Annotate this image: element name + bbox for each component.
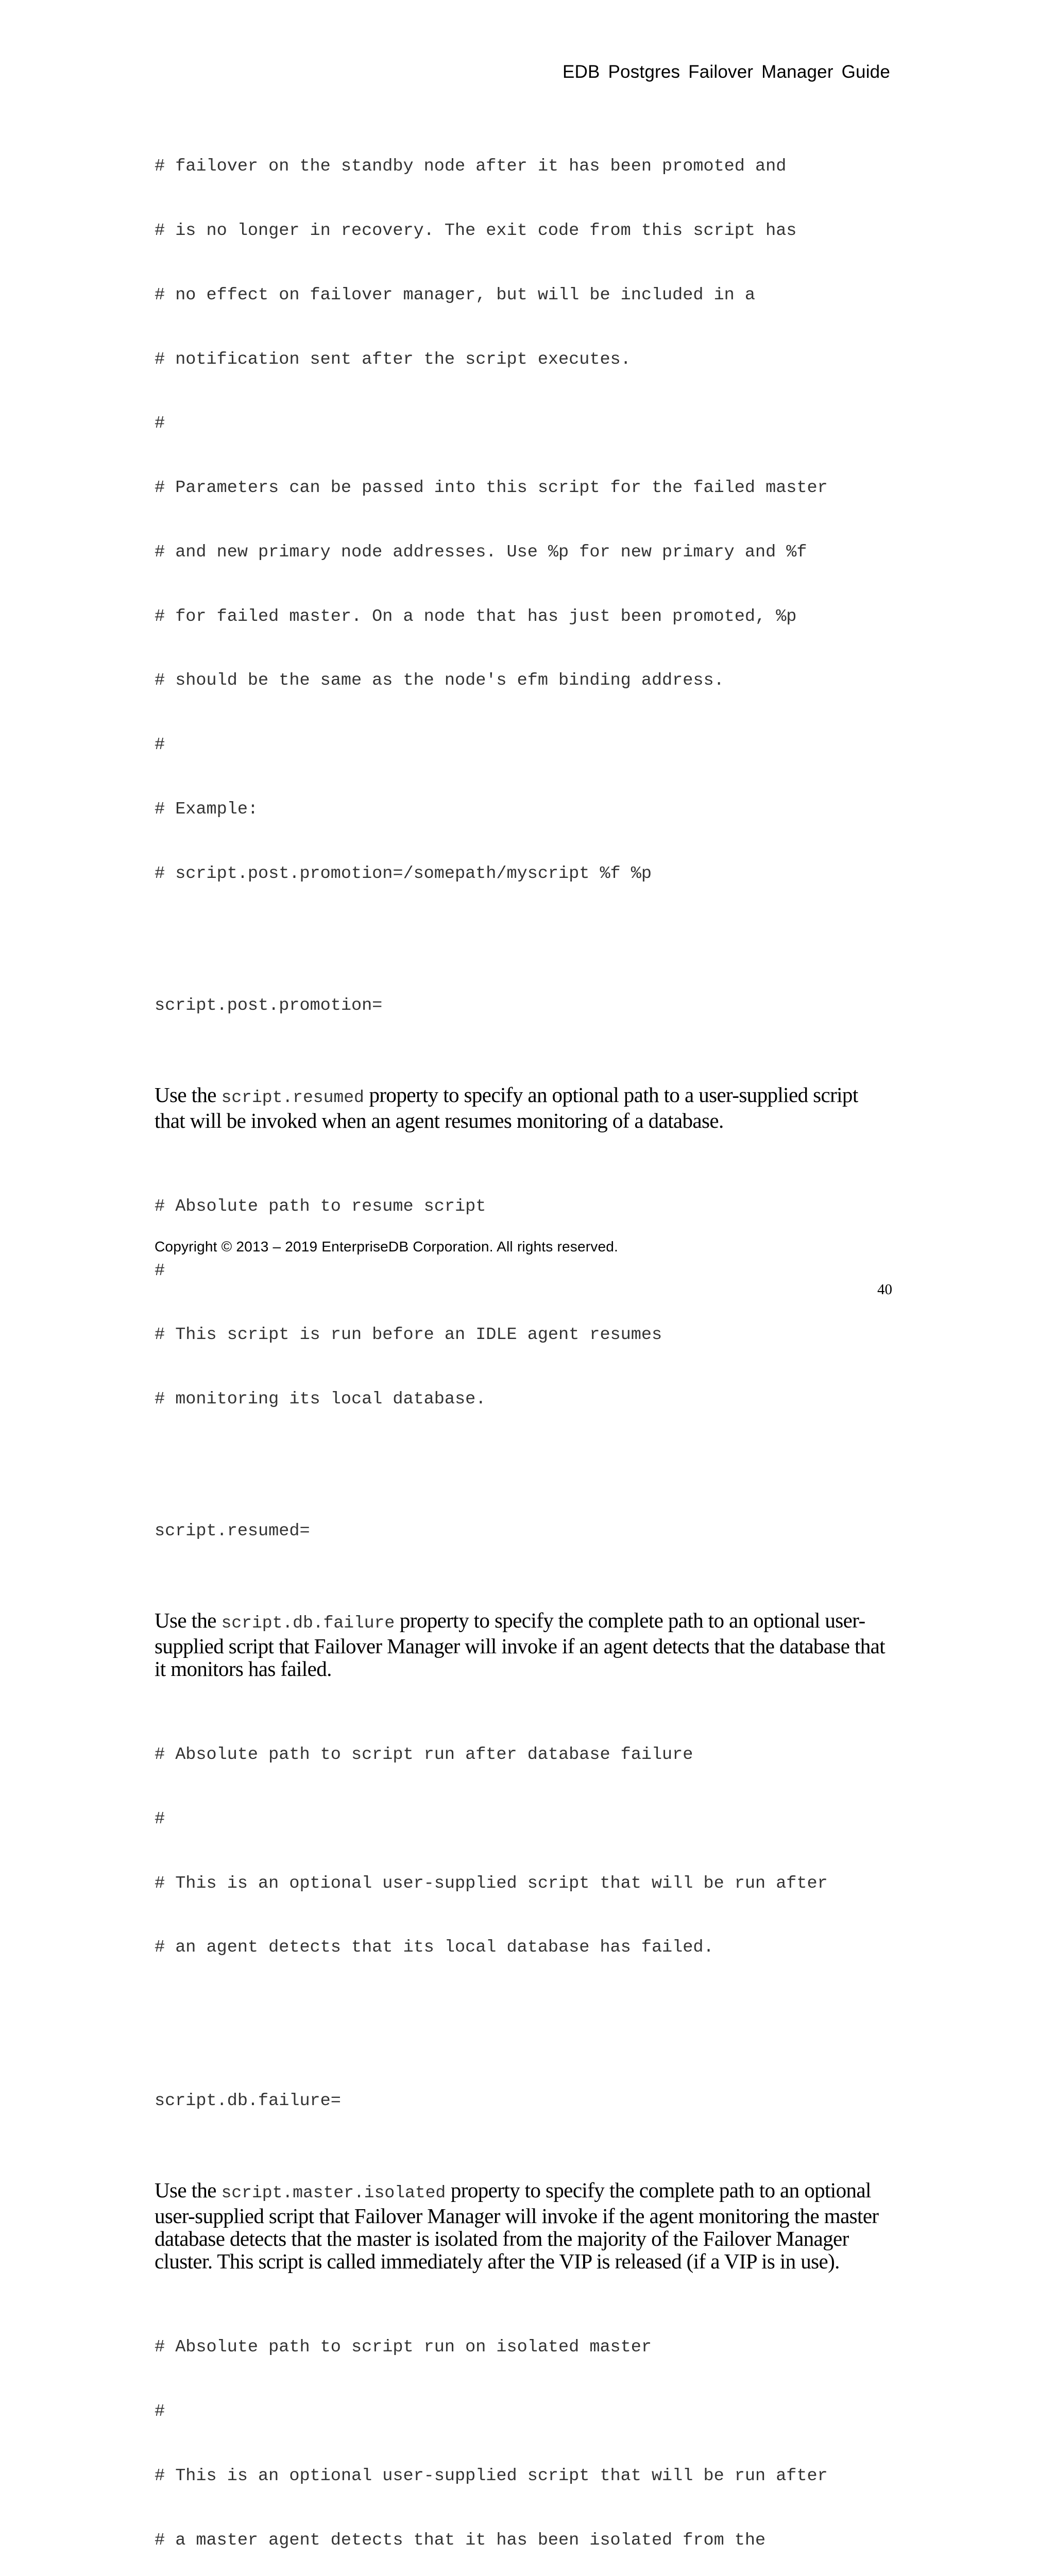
- code-line: # notification sent after the script executes.: [155, 349, 631, 369]
- paragraph-text: database detects that the master is isolated from the majority of the Failover Manager: [155, 2227, 849, 2251]
- code-line: #: [155, 1261, 165, 1281]
- paragraph-text: supplied script that Failover Manager will invoke if an agent detects that the database that: [155, 1634, 886, 1658]
- code-line: # script.post.promotion=/somepath/myscript %f %p: [155, 863, 652, 884]
- code-line: # and new primary node addresses. Use %p for new primary and %f: [155, 542, 807, 562]
- code-block-post-promotion-comments: [155, 113, 896, 928]
- code-line: # a master agent detects that it has been isolated from the: [155, 2530, 766, 2550]
- code-line: # Absolute path to resume script: [155, 1196, 486, 1216]
- code-block-resume-comments: [155, 1154, 896, 1453]
- inline-code: script.db.failure: [221, 1613, 395, 1633]
- paragraph-text: property to specify the complete path to an optional: [446, 2178, 871, 2202]
- code-db-failure-property: [155, 2048, 896, 2155]
- paragraph-text: property to specify an optional path to a user-supplied script: [364, 1082, 858, 1107]
- paragraph-text: it monitors has failed.: [155, 1656, 332, 1681]
- paragraph-text: Use the: [155, 1082, 222, 1107]
- code-line: #: [155, 414, 165, 434]
- inline-code: script.resumed: [221, 1088, 364, 1107]
- inline-code: script.master.isolated: [221, 2183, 446, 2203]
- code-line: #: [155, 1809, 165, 1829]
- code-line: script.resumed=: [155, 1521, 310, 1541]
- copyright-footer: Copyright © 2013 – 2019 EnterpriseDB Corporation. All rights reserved.: [155, 1239, 618, 1255]
- paragraph-text: Use the: [155, 2178, 222, 2202]
- running-header: EDB Postgres Failover Manager Guide: [563, 62, 890, 82]
- code-line: # This is an optional user-supplied script that will be run after: [155, 2466, 828, 2486]
- code-line: script.db.failure=: [155, 2091, 341, 2111]
- paragraph-script-resumed: [155, 1083, 896, 1132]
- paragraph-text: Use the: [155, 1608, 222, 1632]
- paragraph-text: that will be invoked when an agent resumes monitoring of a database.: [155, 1108, 724, 1132]
- page-number: 40: [877, 1281, 892, 1298]
- code-line: # Parameters can be passed into this script for the failed master: [155, 478, 828, 498]
- code-line: # should be the same as the node's efm binding address.: [155, 671, 724, 691]
- paragraph-script-db-failure: [155, 1609, 896, 1680]
- code-line: # an agent detects that its local database has failed.: [155, 1938, 714, 1958]
- code-line: script.post.promotion=: [155, 995, 383, 1015]
- code-block-isolated-comments: [155, 2294, 896, 2576]
- code-line: # Absolute path to script run on isolated master: [155, 2337, 652, 2358]
- code-line: # Absolute path to script run after database failure: [155, 1745, 693, 1765]
- code-line: # Example:: [155, 800, 259, 819]
- code-line: # failover on the standby node after it has been promoted and: [155, 157, 787, 177]
- paragraph-text: property to specify the complete path to an optional user-: [395, 1608, 865, 1632]
- paragraph-script-master-isolated: [155, 2179, 896, 2273]
- code-line: # This is an optional user-supplied script that will be run after: [155, 1873, 828, 1893]
- code-line: #: [155, 735, 165, 755]
- code-line: # for failed master. On a node that has just been promoted, %p: [155, 606, 797, 626]
- page-content: [155, 113, 896, 2576]
- code-line: # monitoring its local database.: [155, 1389, 486, 1410]
- code-line: # This script is run before an IDLE agent resumes: [155, 1325, 662, 1345]
- paragraph-text: user-supplied script that Failover Manager will invoke if the agent monitoring the master: [155, 2204, 879, 2228]
- code-line: #: [155, 2402, 165, 2422]
- code-block-db-failure-comments: [155, 1702, 896, 2002]
- code-line: # no effect on failover manager, but will be included in a: [155, 285, 755, 305]
- code-resumed-property: [155, 1478, 896, 1585]
- code-line: # is no longer in recovery. The exit code from this script has: [155, 221, 797, 241]
- code-post-promotion-property: [155, 953, 896, 1060]
- paragraph-text: cluster. This script is called immediately after the VIP is released (if a VIP is in use).: [155, 2249, 840, 2274]
